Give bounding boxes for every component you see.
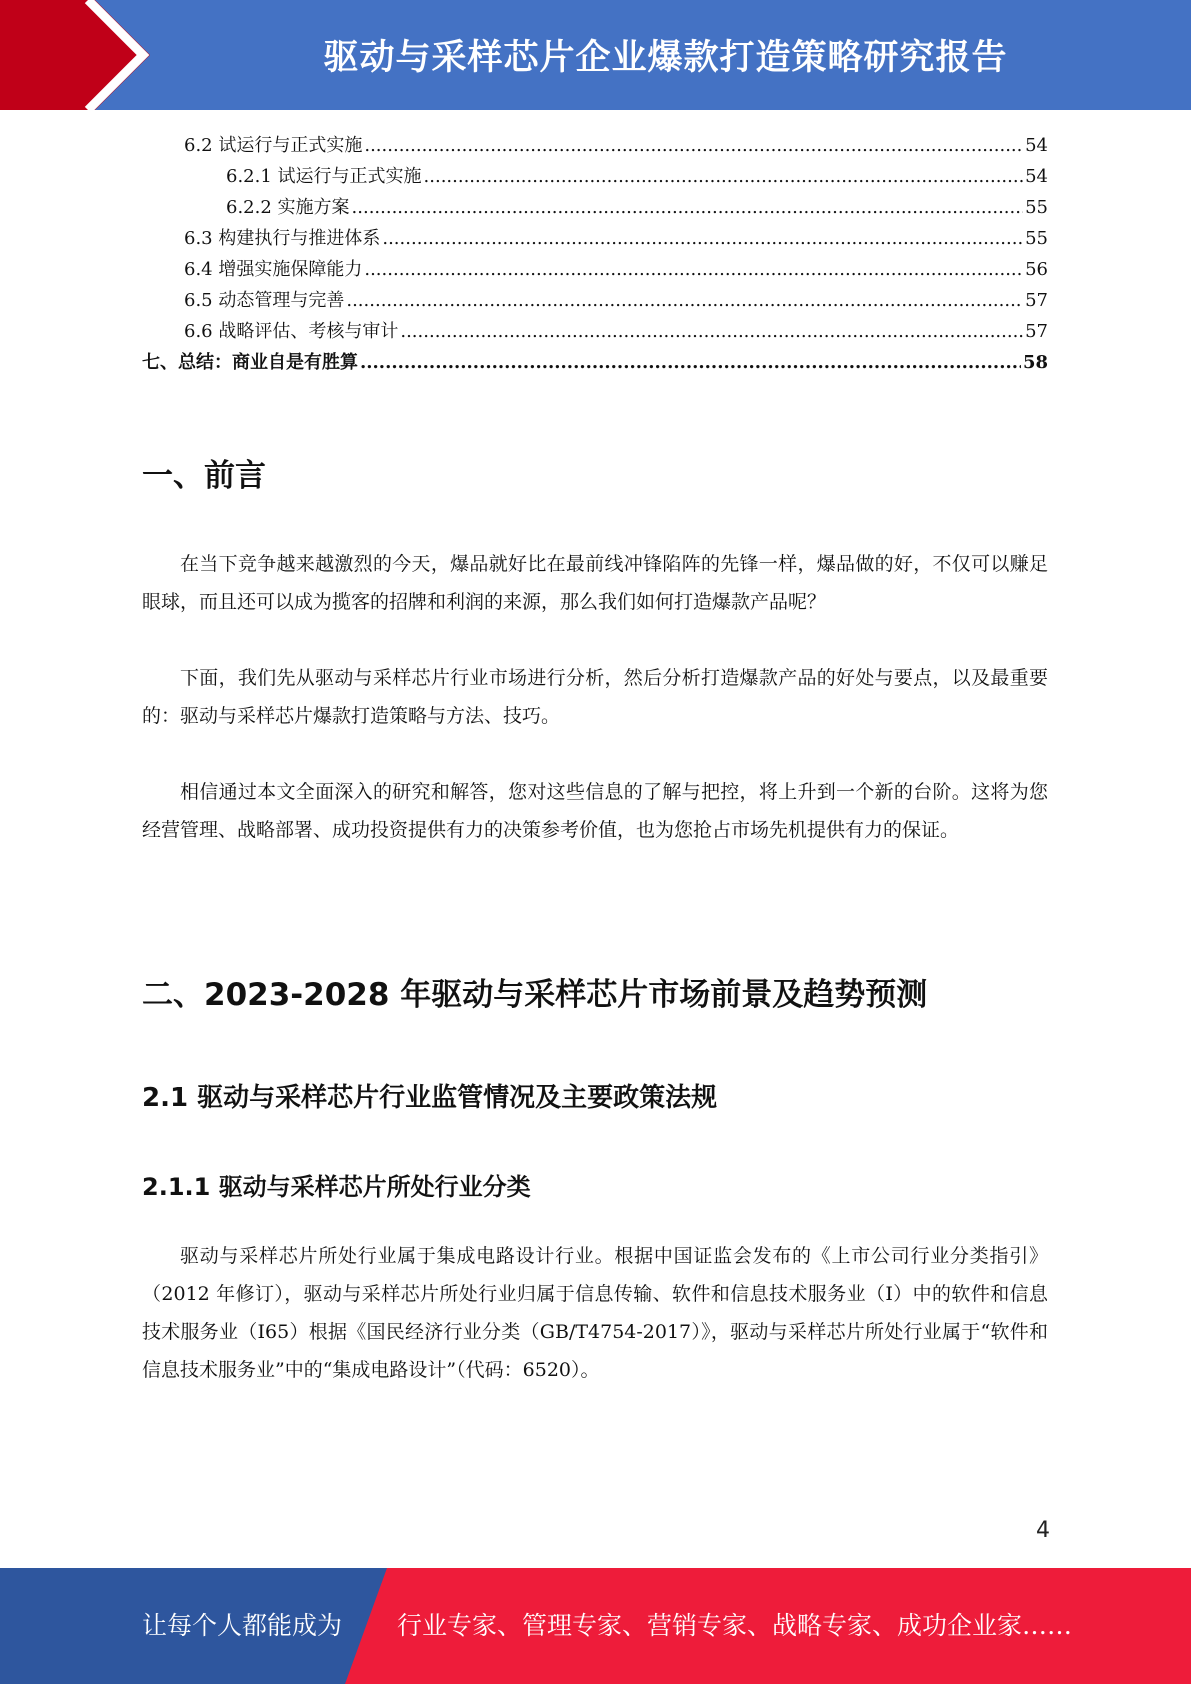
toc-entry[interactable] bbox=[142, 161, 1048, 192]
toc-leader-dots bbox=[400, 316, 1023, 347]
toc-entry[interactable] bbox=[142, 223, 1048, 254]
footer-slogan-right: 行业专家、管理专家、营销专家、战略专家、成功企业家…… bbox=[397, 1611, 1073, 1640]
toc-entry[interactable] bbox=[142, 347, 1048, 378]
toc-entry[interactable] bbox=[142, 316, 1048, 347]
toc-leader-dots bbox=[424, 161, 1024, 192]
toc-entry-page: 54 bbox=[1025, 135, 1048, 156]
toc-leader-dots bbox=[346, 285, 1023, 316]
footer-slogan-left: 让每个人都能成为 bbox=[142, 1611, 343, 1640]
toc-leader-dots bbox=[364, 254, 1023, 285]
toc-leader-dots bbox=[364, 130, 1023, 161]
body-paragraph: 在当下竞争越来越激烈的今天，爆品就好比在最前线冲锋陷阵的先锋一样，爆品做的好，不仅可以赚足眼球，而且还可以成为揽客的招牌和利润的来源，那么我们如何打造爆款产品呢？ bbox=[142, 553, 1048, 613]
toc-entry-label: 6.4 增强实施保障能力 bbox=[184, 259, 363, 280]
toc-entry-label: 6.2.1 试运行与正式实施 bbox=[226, 166, 422, 187]
report-title: 驱动与采样芯片企业爆款打造策略研究报告 bbox=[323, 38, 1008, 78]
toc-entry-page: 55 bbox=[1025, 197, 1048, 218]
body-paragraph: 下面，我们先从驱动与采样芯片行业市场进行分析，然后分析打造爆款产品的好处与要点，以及最重要的：驱动与采样芯片爆款打造策略与方法、技巧。 bbox=[142, 667, 1048, 727]
toc-entry[interactable] bbox=[142, 130, 1048, 161]
toc-entry-label: 6.3 构建执行与推进体系 bbox=[184, 228, 381, 249]
toc-entry-label: 6.2 试运行与正式实施 bbox=[184, 135, 363, 156]
page-footer bbox=[0, 1568, 1191, 1684]
toc-entry-page: 56 bbox=[1025, 259, 1048, 280]
toc-leader-dots bbox=[352, 192, 1024, 223]
toc-entry-label: 6.5 动态管理与完善 bbox=[184, 290, 345, 311]
header-arrow-decoration bbox=[0, 0, 150, 110]
section-heading-preface: 一、前言 bbox=[142, 458, 266, 494]
body-paragraph: 相信通过本文全面深入的研究和解答，您对这些信息的了解与把控，将上升到一个新的台阶。这将为您经营管理、战略部署、成功投资提供有力的决策参考价值，也为您抢占市场先机提供有力的保证。 bbox=[142, 781, 1048, 841]
toc-entry-label: 七、总结：商业自是有胜算 bbox=[142, 352, 358, 373]
toc-leader-dots bbox=[382, 223, 1023, 254]
subsection-heading: 2.1 驱动与采样芯片行业监管情况及主要政策法规 bbox=[142, 1083, 718, 1113]
subsubsection-heading: 2.1.1 驱动与采样芯片所处行业分类 bbox=[142, 1173, 531, 1201]
toc-entry-page: 55 bbox=[1025, 228, 1048, 249]
toc-entry-page: 54 bbox=[1025, 166, 1048, 187]
toc-entry-label: 6.6 战略评估、考核与审计 bbox=[184, 321, 399, 342]
toc-entry[interactable] bbox=[142, 285, 1048, 316]
page-number: 4 bbox=[1036, 1518, 1050, 1543]
body-paragraph: 驱动与采样芯片所处行业属于集成电路设计行业。根据中国证监会发布的《上市公司行业分类指引》（2012 年修订），驱动与采样芯片所处行业归属于信息传输、软件和信息技术服务业（I）中的软件和信息技术服务业（I65）根据《国民经济行业分类（GB/T4754-2017）》，驱动与采样芯片所处行业属于“软件和信息技术服务业”中的“集成电路设计”（代码：6520）。 bbox=[142, 1245, 1048, 1381]
toc-entry-label: 6.2.2 实施方案 bbox=[226, 197, 350, 218]
page-header bbox=[0, 0, 1191, 110]
toc-entry[interactable] bbox=[142, 192, 1048, 223]
toc-entry-page: 58 bbox=[1022, 352, 1048, 373]
toc-entry-page: 57 bbox=[1025, 290, 1048, 311]
table-of-contents bbox=[142, 130, 1048, 378]
toc-leader-dots bbox=[360, 347, 1021, 378]
section-heading-market-outlook: 二、2023-2028 年驱动与采样芯片市场前景及趋势预测 bbox=[142, 977, 928, 1013]
toc-entry-page: 57 bbox=[1025, 321, 1048, 342]
toc-entry[interactable] bbox=[142, 254, 1048, 285]
